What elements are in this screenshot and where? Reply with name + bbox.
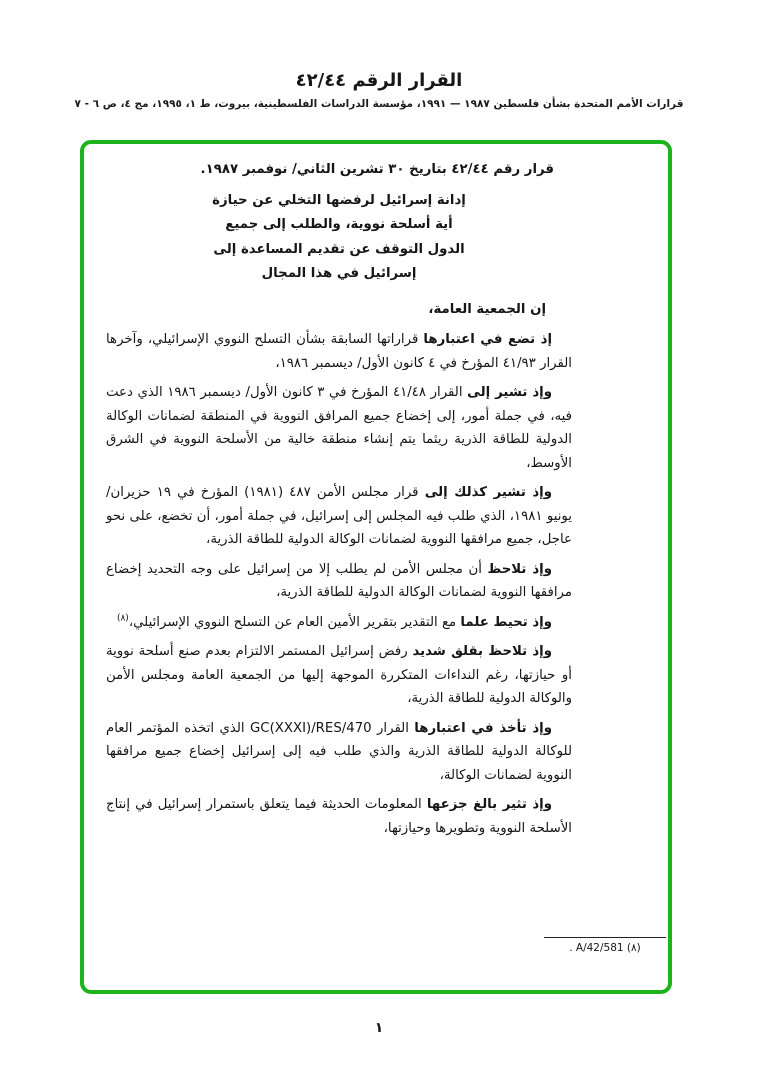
paragraph xyxy=(106,793,572,840)
paragraph-lead: وإذ تشير كذلك إلى xyxy=(424,485,553,500)
subtitle-line: إدانة إسرائيل لرفضها التخلي عن حيازة xyxy=(212,192,466,208)
subtitle-line: إسرائيل في هذا المجال xyxy=(261,266,417,281)
footnote-rule xyxy=(544,937,666,938)
source-citation: قرارات الأمم المتحدة بشأن فلسطين ١٩٨٧ — ١٩٩١، مؤسسة الدراسات الفلسطينية، بيروت، ط ١، ١٩٩٥، مج ٤، ص ٦ - ٧ xyxy=(74,98,684,110)
paragraph-lead: وإذ تشير إلى xyxy=(467,385,553,400)
paragraph xyxy=(106,328,572,375)
resolution-heading: قرار رقم ٤٢/٤٤ بتاريخ ٣٠ تشرين الثاني/ نوفمبر ١٩٨٧. xyxy=(200,162,554,177)
paragraph-text: قراراتها السابقة بشأن التسلح النووي الإسرائيلي، وآخرها القرار ٤١/٩٣ المؤرخ في ٤ كانون الأول/ ديسمبر ١٩٨٦، xyxy=(106,332,572,371)
paragraph-text: مع التقدير بتقرير الأمين العام عن التسلح النووي الإسرائيلي، xyxy=(128,614,457,630)
paragraph xyxy=(106,381,572,475)
paragraph-text: رفض إسرائيل المستمر الالتزام بعدم صنع أسلحة نووية أو حيازتها، رغم النداءات المتكررة الموجهة إليها من الجمعية العامة ومجلس الأمن والوكالة الدولية للطاقة الذرية، xyxy=(106,644,572,706)
paragraph-text: القرار ٤١/٤٨ المؤرخ في ٣ كانون الأول/ ديسمبر ١٩٨٦ الذي دعت فيه، في جملة أمور، إلى إخضاع جميع المرافق النووية في المنطقة لضمانات الوكالة الدولية للطاقة الذرية ريثما يتم إنشاء منطقة خالية من الأسلحة النووية في الشرق الأوسط، xyxy=(106,385,572,471)
paragraph xyxy=(106,611,572,635)
document-header xyxy=(0,70,758,110)
resolution-subtitle xyxy=(106,189,572,287)
paragraph-lead: وإذ تحيط علما xyxy=(460,614,552,630)
paragraph-lead: وإذ تأخذ في اعتبارها xyxy=(414,720,553,736)
paragraph-lead: وإذ تلاحظ بقلق شديد xyxy=(412,644,552,659)
subtitle-line: أية أسلحة نووية، والطلب إلى جميع xyxy=(225,217,453,232)
footnote xyxy=(544,937,666,954)
subtitle-line: الدول التوقف عن تقديم المساعدة إلى xyxy=(213,241,465,257)
footnote-text: (٨) A/42/581 . xyxy=(569,942,641,954)
paragraph-text: قرار مجلس الأمن ٤٨٧ (١٩٨١) المؤرخ في ١٩ حزيران/يونيو ١٩٨١، الذي طلب فيه المجلس إلى إسرائيل، في جملة أمور، أن تخضع، على نحو عاجل، جميع مرافقها النووية لضمانات الوكالة الدولية للطاقة الذرية، xyxy=(106,485,572,547)
paragraph xyxy=(106,481,572,552)
paragraph-text: المعلومات الحديثة فيما يتعلق باستمرار إسرائيل في إنتاج الأسلحة النووية وتطويرها وحيازتها، xyxy=(106,797,572,836)
paragraph-text: أن مجلس الأمن لم يطلب إلا من إسرائيل على وجه التحديد إخضاع مرافقها النووية لضمانات الوكالة الدولية للطاقة الذرية، xyxy=(106,561,572,600)
page-number: ١ xyxy=(374,1020,384,1036)
resolution-content xyxy=(84,144,668,840)
paragraph-text: القرار GC(XXXI)/RES/470 الذي اتخذه المؤتمر العام للوكالة الدولية للطاقة الذرية والذي طلب فيه إلى إسرائيل إخضاع جميع مرافقها النووية لضمانات الوكالة، xyxy=(106,720,572,783)
footnote-reference-mark: (٨) xyxy=(116,613,129,624)
paragraph-lead: وإذ تلاحظ xyxy=(487,561,552,577)
highlight-box xyxy=(80,140,672,994)
paragraph xyxy=(106,640,572,711)
document-title: القرار الرقم ٤٢/٤٤ xyxy=(295,70,463,91)
paragraph xyxy=(106,717,572,788)
paragraph xyxy=(106,558,572,605)
opening-line: إن الجمعية العامة، xyxy=(428,301,546,317)
paragraph-lead: إذ تضع في اعتبارها xyxy=(423,332,553,347)
paragraph-lead: وإذ تثير بالغ جزعها xyxy=(426,797,552,812)
